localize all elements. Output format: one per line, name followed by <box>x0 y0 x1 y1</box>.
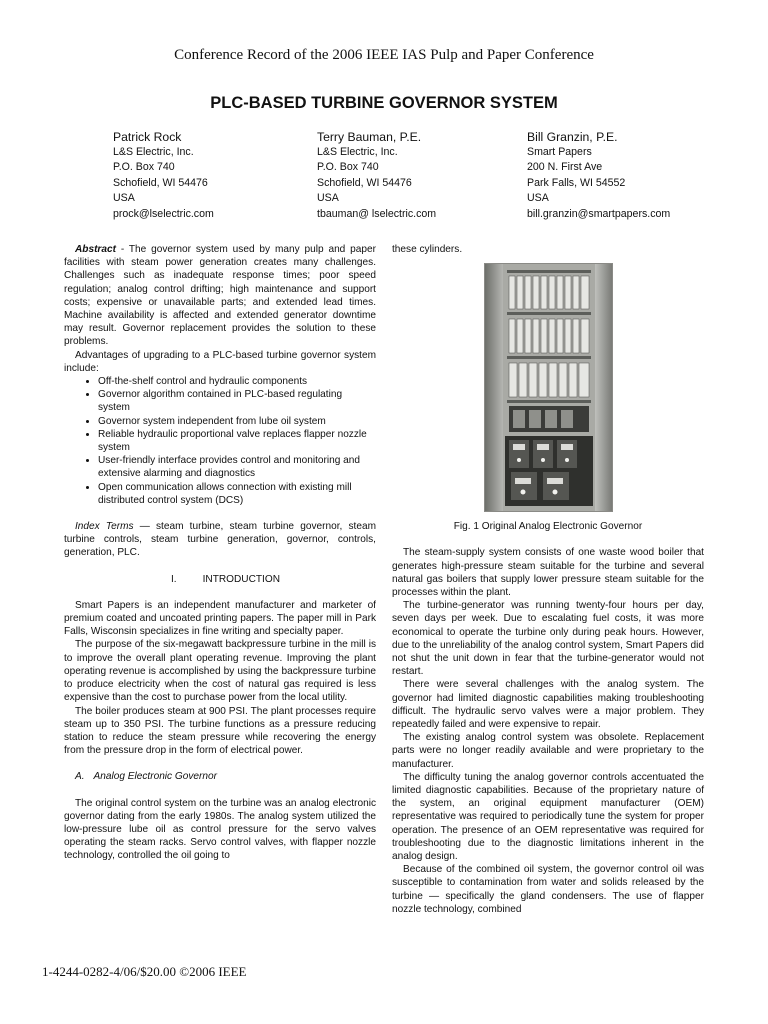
body-paragraph: The boiler produces steam at 900 PSI. The plant processes require steam up to 350 PSI. The turbine functions as a pressure reducing station to reduce the steam pressure while recovering the energy from the pressure drop in the form of electrical power. <box>64 705 376 757</box>
author-name: Bill Granzin, P.E. <box>527 130 618 144</box>
body-paragraph: Smart Papers is an independent manufacturer and marketer of premium coated and uncoated printing papers. The paper mill in Park Falls, Wisconsin specializes in fine writing and specialty paper. <box>64 599 376 638</box>
author-affiliation: L&S Electric, Inc. <box>113 146 194 158</box>
body-paragraph: Because of the combined oil system, the governor control oil was susceptible to contamination from water and solids released by the turbine — specifically the gland condensers. The use of flapper nozzle technology, combined <box>392 864 704 915</box>
author-email: tbauman@ lselectric.com <box>317 207 437 220</box>
author-affiliation: L&S Electric, Inc. <box>317 146 398 158</box>
author-address: P.O. Box 740 <box>317 161 379 174</box>
index-terms-text: — steam turbine, steam turbine governor, steam turbine controls, steam turbine generation, governor, controls, generation, PLC. <box>64 521 376 559</box>
figure-caption: Fig. 1 Original Analog Electronic Governor <box>453 521 643 533</box>
conference-header: Conference Record of the 2006 IEEE IAS Pulp and Paper Conference <box>174 47 594 63</box>
author-block <box>113 130 313 222</box>
body-paragraph: The original control system on the turbine was an analog electronic governor dating from the early 1980s. The analog system utilized the low-pressure lube oil as control pressure for the servo valves operating the steam racks. Servo control valves, with flapper nozzle technology, controlled the oil going to <box>64 797 376 862</box>
body-paragraph: The difficulty tuning the analog governor controls accentuated the limited diagnostic capabilities. Because of the proprietary nature of the system, an original equipment manufacturer (OEM) representative was required to periodically tune the system for proper operation. The presence of an OEM representative was required for troubleshooting due to the diagnostic limitations inherent in the analog design. <box>392 771 704 863</box>
body-paragraph: There were several challenges with the analog system. The governor had limited diagnostic capabilities making troubleshooting difficult. The hydraulic servo valves were a major problem. They repeatedly failed and were expensive to repair. <box>392 679 704 731</box>
list-item: • Off-the-shelf control and hydraulic components <box>98 375 376 388</box>
subsection-label: A. <box>75 771 85 783</box>
subsection-title: Analog Electronic Governor <box>93 771 217 783</box>
abstract-paragraph <box>64 243 376 349</box>
author-address: P.O. Box 740 <box>113 161 175 174</box>
abstract-text: - The governor system used by many pulp and paper facilities with steam power generation creates many challenges. Challenges such as inadequate response times; poor speed regulation; analog control drifting; high maintenance and support costs; expensive or unavailable parts; and extended lead times. Machine availability is affected and extended generator downtime may result. Governor replacement provides the solution to these problems. <box>64 244 376 348</box>
author-country: USA <box>317 192 339 205</box>
author-country: USA <box>113 192 135 205</box>
advantages-list <box>64 375 376 507</box>
section-title: INTRODUCTION <box>202 573 280 585</box>
governor-cabinet-photo <box>485 264 612 511</box>
author-city: Schofield, WI 54476 <box>113 176 208 189</box>
section-number: I. <box>171 573 177 585</box>
author-name: Patrick Rock <box>113 130 182 144</box>
body-paragraph: The existing analog control system was obsolete. Replacement parts were no longer readily available and were proprietary to the manufacturer. <box>392 732 704 770</box>
index-terms-label: Index Terms <box>75 521 134 533</box>
right-column <box>392 243 704 916</box>
author-email: prock@lselectric.com <box>113 207 214 220</box>
paper-title: PLC-BASED TURBINE GOVERNOR SYSTEM <box>210 94 558 112</box>
author-address: 200 N. First Ave <box>527 161 603 174</box>
figure-governor-cabinet-photo <box>484 263 613 512</box>
author-city: Schofield, WI 54476 <box>317 176 412 189</box>
body-paragraph: The turbine-generator was running twenty-four hours per day, seven days per week. Due to escalating fuel costs, it was more economical to operate the turbine only during peak hours. However, due to the unreliability of the analog control system, Smart Papers did not shut the unit down in fear that the turbine-generator would not restart. <box>392 600 704 678</box>
index-terms <box>64 520 376 560</box>
section-heading <box>64 573 376 586</box>
author-email: bill.granzin@smartpapers.com <box>527 207 671 220</box>
list-item: • Governor algorithm contained in PLC-based regulating system <box>98 388 376 414</box>
author-name: Terry Bauman, P.E. <box>317 130 422 144</box>
body-paragraph: The steam-supply system consists of one waste wood boiler that generates high-pressure steam suitable for the turbine and several natural gas boilers that supply lower pressure steam suitable for the processes within the plant. <box>392 547 704 599</box>
list-item: • Reliable hydraulic proportional valve replaces flapper nozzle system <box>98 428 376 454</box>
abstract-label: Abstract <box>75 244 116 255</box>
author-block <box>527 130 727 222</box>
advantages-intro: Advantages of upgrading to a PLC-based turbine governor system include: <box>64 349 376 374</box>
list-item: • Governor system independent from lube oil system <box>98 415 376 428</box>
author-block <box>317 130 517 222</box>
subsection-heading <box>64 770 376 783</box>
left-column <box>64 243 376 863</box>
author-affiliation: Smart Papers <box>527 146 592 158</box>
copyright-footer: 1-4244-0282-4/06/$20.00 ©2006 IEEE <box>42 964 247 979</box>
author-country: USA <box>527 192 549 205</box>
list-item: • Open communication allows connection with existing mill distributed control system (DCS) <box>98 481 376 507</box>
body-paragraph: The purpose of the six-megawatt backpressure turbine in the mill is to improve the overall plant operating revenue. Improving the plant operating revenue is accomplished by using the backpressure turbine to produce electricity when the cost of natural gas required is less expensive than the cost to purchase power from the local utility. <box>64 639 376 704</box>
continuation-text: these cylinders. <box>392 244 463 255</box>
list-item: • User-friendly interface provides control and monitoring and extensive alarming and diagnostics <box>98 454 376 480</box>
author-city: Park Falls, WI 54552 <box>527 176 626 189</box>
